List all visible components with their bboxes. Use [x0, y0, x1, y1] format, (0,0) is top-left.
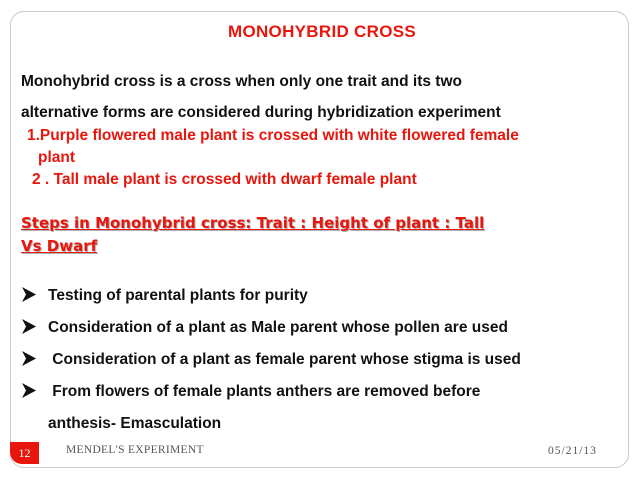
- bullet-item-2: [22, 319, 508, 337]
- arrow-bullet-icon: [22, 351, 48, 369]
- definition-line-2: alternative forms are considered during hybridization experiment: [21, 104, 501, 121]
- bullet-text-2: Consideration of a plant as Male parent whose pollen are used: [48, 319, 508, 336]
- bullet-4-continuation: anthesis- Emasculation: [48, 415, 222, 432]
- bullet-item-3: [22, 351, 521, 369]
- bullet-item-1: [22, 287, 308, 305]
- slide-title: MONOHYBRID CROSS: [227, 22, 417, 41]
- bullet-text-4: From flowers of female plants anthers are removed before: [48, 383, 481, 400]
- footer-title: MENDEL'S EXPERIMENT: [66, 444, 204, 456]
- arrow-bullet-icon: [22, 383, 48, 401]
- bullet-text-3: Consideration of a plant as female parent whose stigma is used: [48, 351, 521, 368]
- bullet-text-1: Testing of parental plants for purity: [48, 287, 308, 304]
- example-2: 2 . Tall male plant is crossed with dwarf female plant: [32, 171, 417, 188]
- definition-line-1: Monohybrid cross is a cross when only one trait and its two: [21, 73, 462, 90]
- example-1-line-2: plant: [38, 149, 76, 166]
- example-1-line-1: 1.Purple flowered male plant is crossed with white flowered female: [27, 127, 519, 144]
- bullet-item-4: [22, 383, 480, 401]
- steps-heading-line-2: Vs Dwarf: [21, 237, 98, 255]
- steps-heading-line-1: Steps in Monohybrid cross: Trait : Height of plant : Tall: [21, 214, 485, 232]
- arrow-bullet-icon: [22, 319, 48, 337]
- arrow-bullet-icon: [22, 287, 48, 305]
- slide-number: 12: [10, 442, 39, 464]
- footer-date: 05/21/13: [548, 445, 597, 457]
